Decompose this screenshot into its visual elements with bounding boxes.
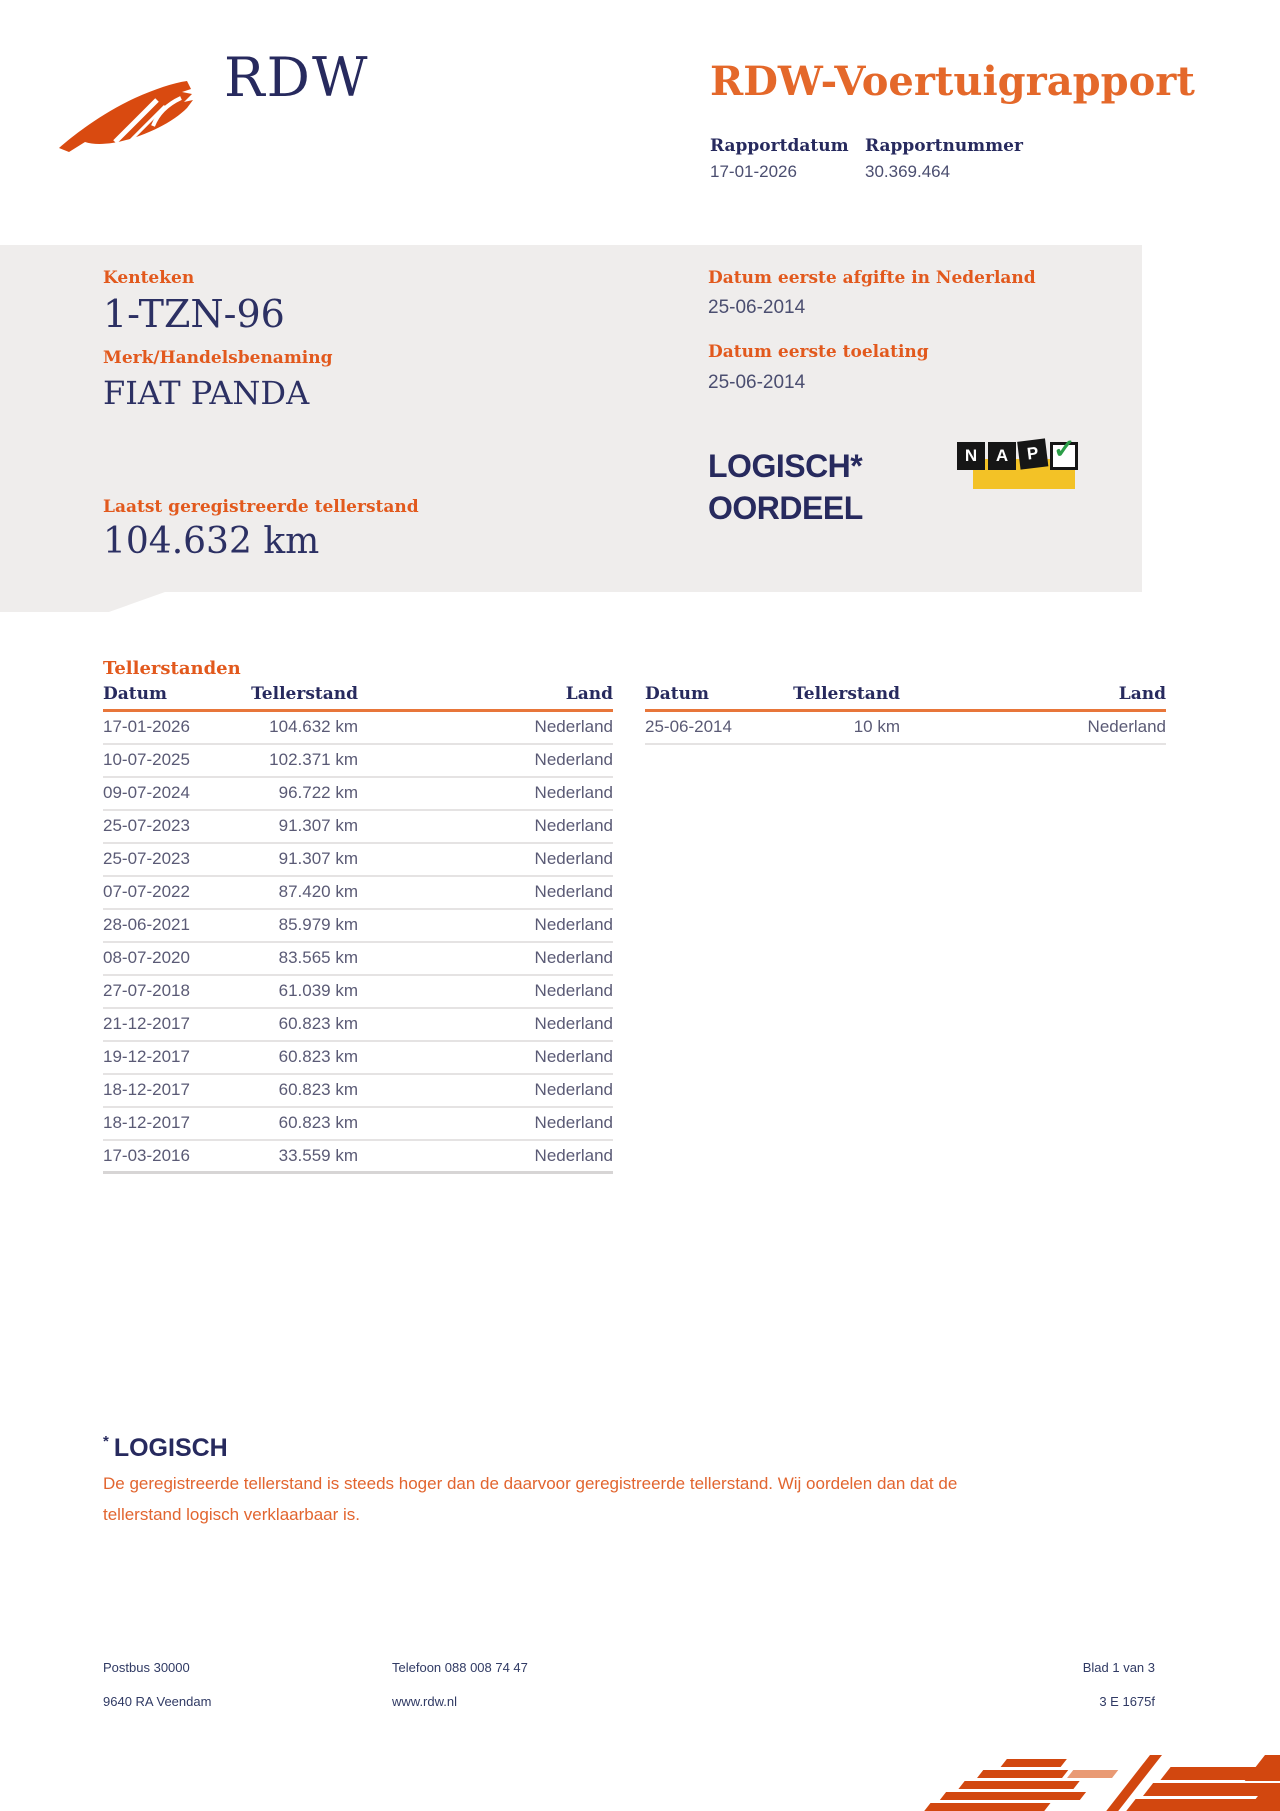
odometer-date: 07-07-2022 [103,876,228,909]
odometer-date: 18-12-2017 [103,1107,228,1140]
odometer-date: 09-07-2024 [103,777,228,810]
explanation-heading-text: LOGISCH [113,1434,228,1462]
odometer-table-row [103,810,613,843]
odometer-table-row [103,843,613,876]
odometer-reading: 60.823 km [228,1074,358,1107]
odometer-reading: 102.371 km [228,744,358,777]
odometer-date: 08-07-2020 [103,942,228,975]
odometer-reading: 83.565 km [228,942,358,975]
odometer-country: Nederland [358,1008,613,1041]
odometer-country: Nederland [358,1041,613,1074]
brand-value: FIAT PANDA [103,374,310,412]
odometer-country: Nederland [358,1074,613,1107]
odometer-country: Nederland [358,1107,613,1140]
column-header-land: Land [900,684,1166,711]
odometer-table-row [103,942,613,975]
odometer-date: 10-07-2025 [103,744,228,777]
odometer-country: Nederland [358,1140,613,1173]
explanation-asterisk: * [103,1433,109,1450]
odometer-date: 27-07-2018 [103,975,228,1008]
odometer-table-row [103,744,613,777]
odometer-date: 28-06-2021 [103,909,228,942]
footer-address-line2: 9640 RA Veendam [103,1694,212,1709]
explanation-text: De geregistreerde tellerstand is steeds hoger dan de daarvoor geregistreerde tellerstand. Wij oordelen dan dat de tellerstand logisch verklaarbaar is. [103,1474,958,1524]
odometer-date: 17-01-2026 [103,711,228,744]
odometer-country: Nederland [358,777,613,810]
odometer-country: Nederland [900,711,1166,744]
odometer-date: 21-12-2017 [103,1008,228,1041]
odometer-reading: 61.039 km [228,975,358,1008]
odometer-reading: 104.632 km [228,711,358,744]
odometer-country: Nederland [358,942,613,975]
last-odometer-label: Laatst geregistreerde tellerstand [103,497,419,517]
odometer-country: Nederland [358,975,613,1008]
odometer-date: 18-12-2017 [103,1074,228,1107]
odometer-country: Nederland [358,810,613,843]
odometer-country: Nederland [358,876,613,909]
nap-logo [957,434,1085,494]
odometer-reading: 33.559 km [228,1140,358,1173]
nap-letter-a: A [988,442,1016,470]
footer-page-number: Blad 1 van 3 [1082,1660,1155,1675]
column-header-land: Land [358,684,613,711]
odometer-table-row [103,1008,613,1041]
odometer-reading: 10 km [780,711,900,744]
brand-label: Merk/Handelsbenaming [103,348,333,368]
license-plate-value: 1-TZN-96 [103,292,285,336]
odometer-country: Nederland [358,909,613,942]
odometer-date: 17-03-2016 [103,1140,228,1173]
odometer-date: 25-07-2023 [103,843,228,876]
first-issue-label: Datum eerste afgifte in Nederland [708,268,1036,288]
odometer-reading: 91.307 km [228,843,358,876]
odometer-reading: 60.823 km [228,1107,358,1140]
odometer-country: Nederland [358,711,613,744]
odometer-section-heading: Tellerstanden [103,658,241,679]
first-issue-value: 25-06-2014 [708,297,806,318]
report-date-label: Rapportdatum [710,136,849,156]
odometer-date: 25-06-2014 [645,711,780,744]
footer-form-code: 3 E 1675f [1099,1694,1155,1709]
odometer-date: 25-07-2023 [103,810,228,843]
column-header-datum: Datum [103,684,228,711]
footer-address-line1: Postbus 30000 [103,1660,190,1675]
odometer-reading: 96.722 km [228,777,358,810]
license-plate-label: Kenteken [103,268,195,288]
report-date-value: 17-01-2026 [710,162,797,181]
rdw-stripes-graphic [760,1755,1280,1811]
odometer-reading: 91.307 km [228,810,358,843]
odometer-table-row [103,777,613,810]
column-header-tellerstand: Tellerstand [228,684,358,711]
nap-letter-p: P [1017,438,1048,469]
report-number-label: Rapportnummer [865,136,1023,156]
rdw-wing-icon [56,76,208,154]
odometer-table-row [103,909,613,942]
verdict-line1: LOGISCH* [708,448,863,484]
report-title: RDW-Voertuigrapport [710,58,1195,105]
odometer-table-row [103,975,613,1008]
odometer-table-row [103,711,613,744]
odometer-reading: 85.979 km [228,909,358,942]
odometer-reading: 87.420 km [228,876,358,909]
odometer-country: Nederland [358,843,613,876]
first-admission-value: 25-06-2014 [708,372,806,393]
odometer-table-row [645,711,1166,744]
nap-checkmark-icon [1050,434,1078,470]
vehicle-summary-panel-notch [0,592,165,612]
column-header-datum: Datum [645,684,780,711]
odometer-date: 19-12-2017 [103,1041,228,1074]
odometer-table-row [103,1140,613,1173]
odometer-country: Nederland [358,744,613,777]
odometer-table-row [103,1074,613,1107]
footer-website: www.rdw.nl [392,1694,458,1709]
last-odometer-value: 104.632 km [103,521,320,562]
odometer-table-left [103,684,613,1174]
odometer-table-row [103,876,613,909]
verdict-line2: OORDEEL [708,490,863,526]
footer-phone: Telefoon 088 008 74 47 [392,1660,528,1675]
report-number-value: 30.369.464 [865,162,951,181]
column-header-tellerstand: Tellerstand [780,684,900,711]
odometer-reading: 60.823 km [228,1008,358,1041]
explanation-heading [103,1434,228,1463]
odometer-table-right [645,684,1166,745]
nap-letter-n: N [957,442,985,470]
odometer-table-row [103,1107,613,1140]
first-admission-label: Datum eerste toelating [708,342,929,362]
nap-checkmark-glyph: ✓ [1053,434,1076,464]
rdw-logo-text: RDW [224,46,370,109]
odometer-table-row [103,1041,613,1074]
odometer-reading: 60.823 km [228,1041,358,1074]
